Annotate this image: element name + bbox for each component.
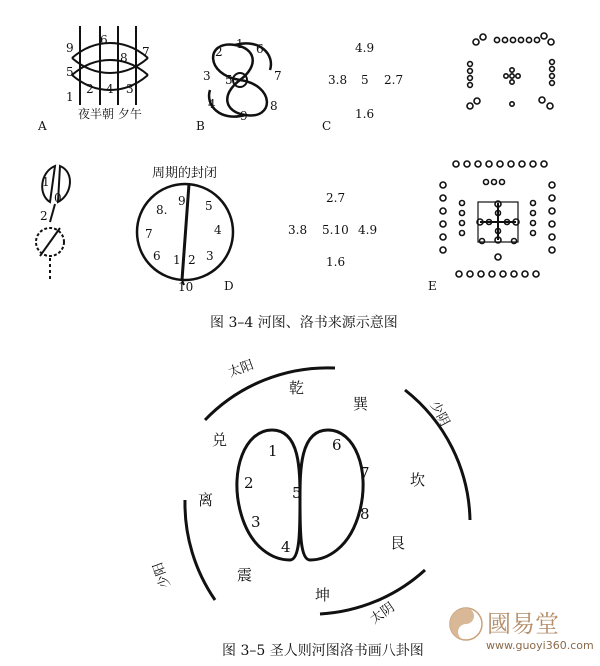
panel-b-num-1: 1	[236, 37, 244, 51]
label-shaoyang: 少阳	[150, 560, 174, 590]
watermark-brand: 國易堂	[487, 610, 559, 638]
e-dot-bottom	[489, 271, 495, 277]
e-dot-inner-left	[460, 231, 465, 236]
panel-d-small-num-1: 1	[42, 175, 50, 189]
fig-3-5	[150, 357, 470, 627]
e-dot-bottom	[456, 271, 462, 277]
watermark	[450, 608, 594, 652]
panel-b-num-5: 5	[225, 73, 233, 87]
trigram-dui: 兑	[212, 431, 228, 449]
panel-b-num-7: 7	[274, 69, 282, 83]
e-dot-top	[453, 161, 459, 167]
panel-d-clock-8: 8.	[156, 203, 168, 217]
fig35-num-5: 5	[292, 484, 302, 502]
panel-d-clock-4: 4	[214, 223, 222, 237]
label-taiyang: 太阳	[226, 357, 256, 381]
e-dot-bottom	[500, 271, 506, 277]
panel-d-label: D	[224, 279, 234, 293]
trigram-zhen: 震	[237, 566, 253, 584]
e-dot-right	[549, 195, 555, 201]
fig35-num-2: 2	[244, 474, 254, 492]
e-dot-left	[440, 208, 446, 214]
trigram-gen: 艮	[390, 534, 406, 552]
trigram-kun: 坤	[315, 586, 331, 604]
e-dot-inner-top	[484, 180, 489, 185]
panel-d-clock-10: 10	[178, 280, 194, 294]
panel-a-num-3: 3	[126, 82, 134, 96]
e-dot-left	[440, 234, 446, 240]
label-shaoyin: 少阴	[426, 398, 452, 429]
panel-d-clock-3: 3	[206, 249, 214, 263]
panel-d-clock-2: 2	[188, 253, 196, 267]
panel-b-num-6: 6	[256, 42, 264, 56]
panel-a-num-5: 5	[66, 65, 74, 79]
e-dot-inner-bottom	[512, 239, 517, 244]
panel-e-top-dots	[467, 33, 554, 109]
panel-a-num-7: 7	[142, 45, 150, 59]
trigram-qian: 乾	[289, 379, 305, 397]
e-dot-bottom	[511, 271, 517, 277]
panel-d-clock	[137, 165, 234, 294]
panel-c-right: 2.7	[384, 73, 404, 87]
panel-e-river-chart	[428, 161, 555, 293]
e-dot-inner-right	[531, 211, 536, 216]
fig35-num-8: 8	[360, 505, 370, 523]
panel-d-clock-5: 5	[205, 199, 213, 213]
caption-fig-3-4: 图 3–4 河图、洛书来源示意图	[210, 315, 398, 331]
e-dot-inner-top	[492, 180, 497, 185]
e-dot-top	[530, 161, 536, 167]
trigram-xun: 巽	[353, 395, 369, 413]
panel-b-num-9: 9	[240, 109, 248, 123]
caption-fig-3-5: 图 3–5 圣人则河图洛书画八卦图	[222, 643, 424, 659]
fig35-num-3: 3	[251, 513, 261, 531]
panel-b-num-8: 8	[270, 99, 278, 113]
e-dot-top	[486, 161, 492, 167]
e-dot-inner-top	[500, 180, 505, 185]
e-dot-bottom	[467, 271, 473, 277]
e-dot-bottom	[478, 271, 484, 277]
e-dot-top	[497, 161, 503, 167]
e-dot-right	[549, 221, 555, 227]
e-dot-inner-bottom	[480, 239, 485, 244]
e-dot-bottom	[522, 271, 528, 277]
panel-a	[37, 26, 150, 133]
e-dot-left	[440, 221, 446, 227]
panel-a-num-4: 4	[106, 82, 114, 96]
e-dot-top	[475, 161, 481, 167]
panel-d-small-num-2: 2	[40, 209, 48, 223]
e-dot-inner-bottom	[495, 254, 501, 260]
trigram-li: 离	[198, 491, 214, 509]
e-dot-left	[440, 195, 446, 201]
panel-b-num-4: 4	[208, 97, 216, 111]
fig35-num-7: 7	[360, 464, 370, 482]
e-dot-right	[549, 234, 555, 240]
panel-d-small	[36, 166, 70, 280]
e-dot-inner-left	[460, 211, 465, 216]
panel-e-label: E	[428, 279, 437, 293]
panel-c-center: 5	[361, 73, 369, 87]
e-dot-top	[464, 161, 470, 167]
e-dot-top	[508, 161, 514, 167]
e-dot-left	[440, 247, 446, 253]
e-dot-inner-left	[460, 221, 465, 226]
panel-d2-bottom: 1.6	[326, 255, 346, 269]
panel-c-label: C	[322, 119, 332, 133]
panel-d-clock-9: 9	[178, 194, 186, 208]
panel-c	[322, 41, 403, 133]
fig35-num-1: 1	[268, 442, 278, 460]
panel-c-top: 4.9	[355, 41, 375, 55]
trigram-kan: 坎	[410, 471, 426, 489]
label-taiyin: 太阴	[367, 600, 398, 628]
panel-d2-top: 2.7	[326, 191, 346, 205]
panel-a-num-6: 6	[100, 33, 108, 47]
panel-d-clock-1: 1	[173, 253, 181, 267]
e-dot-bottom	[533, 271, 539, 277]
e-dot-left	[440, 182, 446, 188]
panel-d2-right: 4.9	[358, 223, 378, 237]
panel-d2	[288, 191, 377, 269]
e-dot-right	[549, 182, 555, 188]
panel-c-left: 3.8	[328, 73, 348, 87]
e-dot-inner-left	[460, 201, 465, 206]
e-dot-inner-right	[531, 221, 536, 226]
watermark-url: www.guoyi360.com	[486, 639, 594, 652]
panel-d-clock-7: 7	[145, 227, 153, 241]
e-dot-inner-right	[531, 231, 536, 236]
panel-d2-center: 5.10	[322, 223, 349, 237]
panel-b-num-2: 2	[215, 45, 223, 59]
panel-a-num-9: 9	[66, 41, 74, 55]
fig35-num-4: 4	[281, 538, 291, 556]
e-dot-right	[549, 247, 555, 253]
panel-d-title: 周期的封闭	[152, 166, 218, 181]
e-dot-inner-right	[531, 201, 536, 206]
panel-c-bottom: 1.6	[355, 107, 375, 121]
panel-b-label: B	[196, 119, 205, 133]
panel-d-clock-6: 6	[153, 249, 161, 263]
panel-a-caption: 夜半朝 夕午	[78, 107, 142, 121]
e-dot-top	[519, 161, 525, 167]
panel-b	[196, 37, 282, 133]
e-dot-top	[541, 161, 547, 167]
panel-d-small-num-0: 0	[54, 191, 62, 205]
panel-a-num-1: 1	[66, 90, 74, 104]
e-dot-right	[549, 208, 555, 214]
fig35-num-6: 6	[332, 436, 342, 454]
panel-a-num-2: 2	[86, 82, 94, 96]
panel-b-num-3: 3	[203, 69, 211, 83]
panel-d2-left: 3.8	[288, 223, 308, 237]
panel-a-num-8: 8	[120, 51, 128, 65]
panel-a-label: A	[38, 119, 47, 133]
